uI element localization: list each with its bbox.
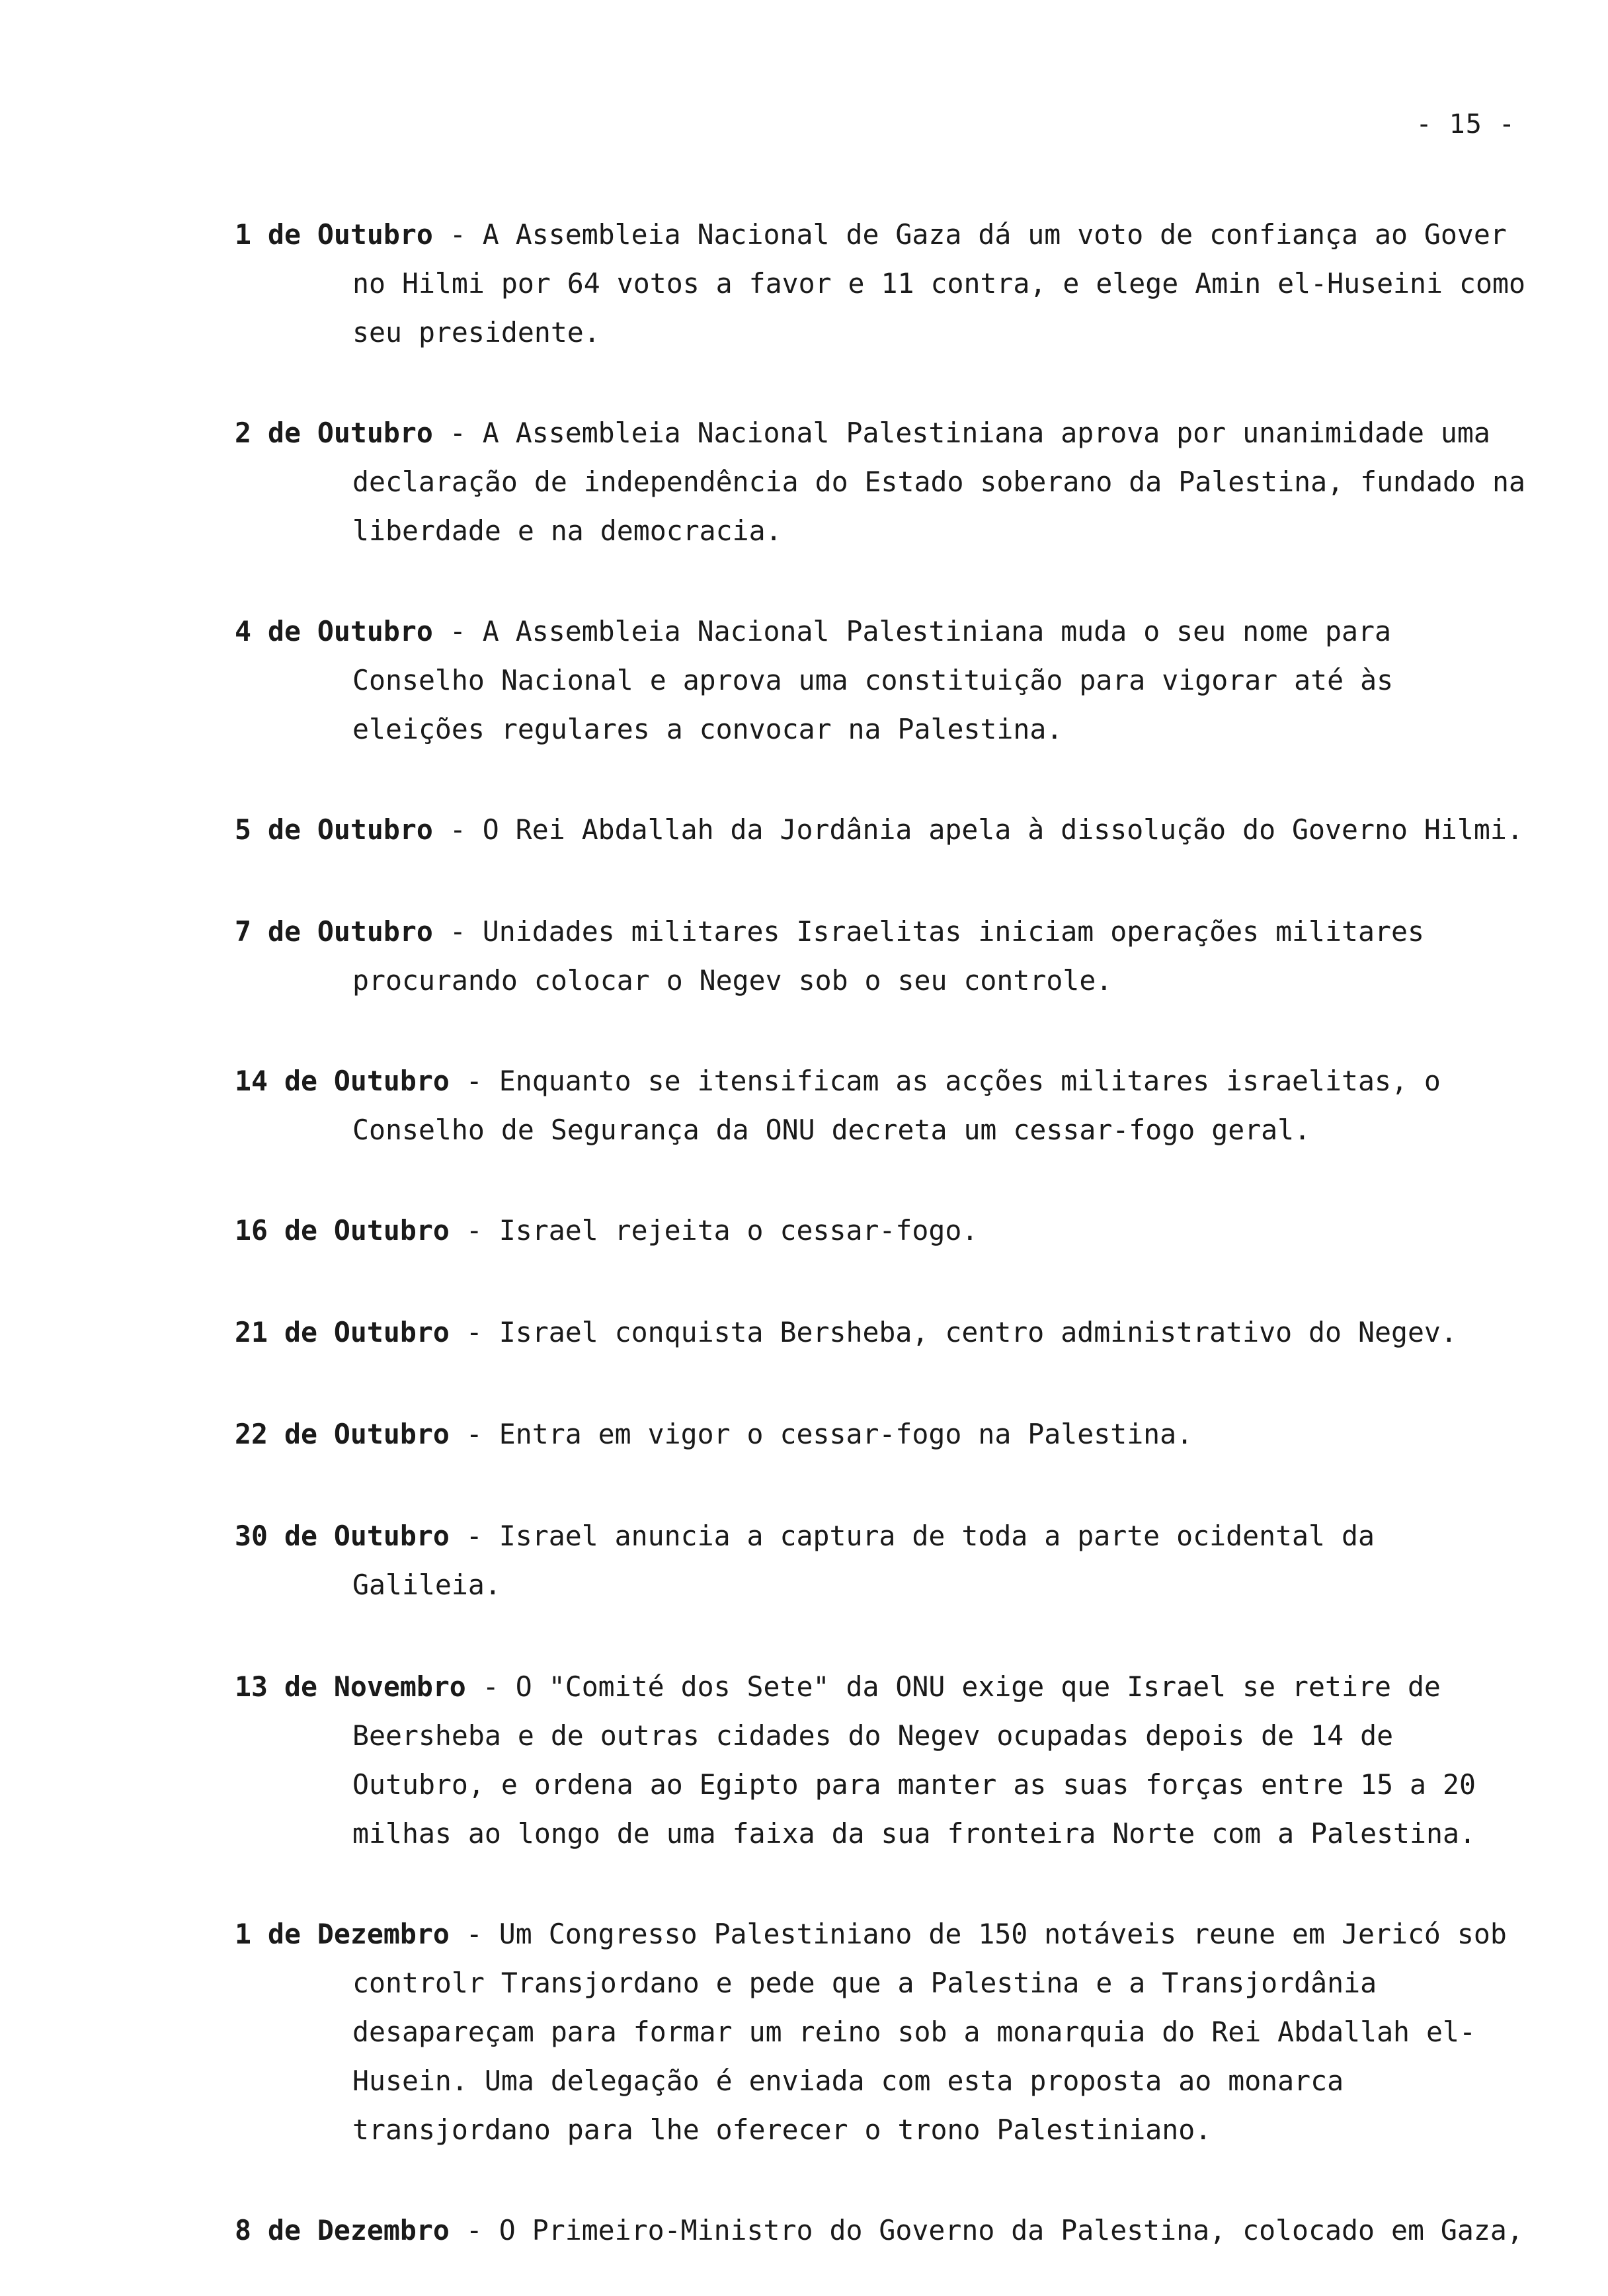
entry-text: - Entra em vigor o cessar-fogo na Palestina. [449,1418,1193,1450]
entry-text: - A Assembleia Nacional Palestiniana aprova por unanimidade uma declaração de independência do Estado soberano da Palestina, fundado na liberdade e na democracia. [352,417,1542,547]
chronology-entry [235,1410,1531,1459]
entry-text: - O "Comité dos Sete" da ONU exige que Israel se retire de Beersheba e de outras cidades do Negev ocupadas depois de 14 de Outubro, e ordena ao Egipto para manter as suas forças entre 15 a 20 milhas ao longo de uma faixa da sua fronteira Norte com a Palestina. [352,1670,1492,1850]
entry-date: 21 de Outubro [235,1316,450,1348]
chronology-entry [235,1910,1531,2154]
chronology-entry [235,1206,1531,1255]
entry-text: - O Primeiro-Ministro do Governo da Palestina, colocado em Gaza, [449,2214,1523,2246]
chronology-entry [235,907,1531,1005]
entry-text: - Israel conquista Bersheba, centro administrativo do Negev. [449,1316,1457,1348]
entry-date: 13 de Novembro [235,1670,466,1703]
entry-text: - Um Congresso Palestiniano de 150 notáveis reune em Jericó sob controlr Transjordano e pede que a Palestina e a Transjordânia desapareçam para formar um reino sob a monarquia do Rei Abdallah el-Husein. Uma delegação é enviada com esta proposta ao monarca transjordano para lhe oferecer o trono Palestiniano. [352,1918,1523,2146]
entry-date: 7 de Outubro [235,915,433,948]
chronology-entry [235,1512,1531,1610]
chronology-entry [235,607,1531,754]
chronology-entry [235,409,1542,555]
chronology-entry [235,1308,1531,1357]
entry-date: 1 de Outubro [235,218,433,251]
chronology-entry [235,210,1542,357]
entry-date: 4 de Outubro [235,615,433,647]
chronology-entry [235,1662,1531,1858]
entry-text: - Enquanto se itensificam as acções militares israelitas, o Conselho de Segurança da ONU decreta um cessar-fogo geral. [352,1065,1457,1146]
entry-date: 2 de Outubro [235,417,433,449]
entry-date: 30 de Outubro [235,1520,450,1552]
entry-text: - O Rei Abdallah da Jordânia apela à dissolução do Governo Hilmi. [432,813,1523,846]
chronology-list [235,210,1542,2255]
entry-date: 5 de Outubro [235,813,433,846]
entry-text: - Israel anuncia a captura de toda a parte ocidental da Galileia. [352,1520,1391,1601]
entry-text: - Israel rejeita o cessar-fogo. [449,1214,979,1247]
chronology-entry [235,2206,1531,2255]
entry-date: 14 de Outubro [235,1065,450,1097]
entry-text: - Unidades militares Israelitas iniciam operações militares procurando colocar o Negev sob o seu controle. [352,915,1441,997]
entry-date: 8 de Dezembro [235,2214,450,2246]
chronology-entry [235,1057,1531,1155]
entry-date: 22 de Outubro [235,1418,450,1450]
chronology-entry [235,805,1531,854]
entry-date: 1 de Dezembro [235,1918,450,1950]
entry-date: 16 de Outubro [235,1214,450,1247]
entry-text: - A Assembleia Nacional de Gaza dá um voto de confiança ao Gover no Hilmi por 64 votos a favor e 11 contra, e elege Amin el-Huseini como seu presidente. [352,218,1542,348]
page-number: - 15 - [1416,109,1515,140]
entry-text: - A Assembleia Nacional Palestiniana muda o seu nome para Conselho Nacional e aprova uma constituição para vigorar até às eleições regulares a convocar na Palestina. [352,615,1410,745]
